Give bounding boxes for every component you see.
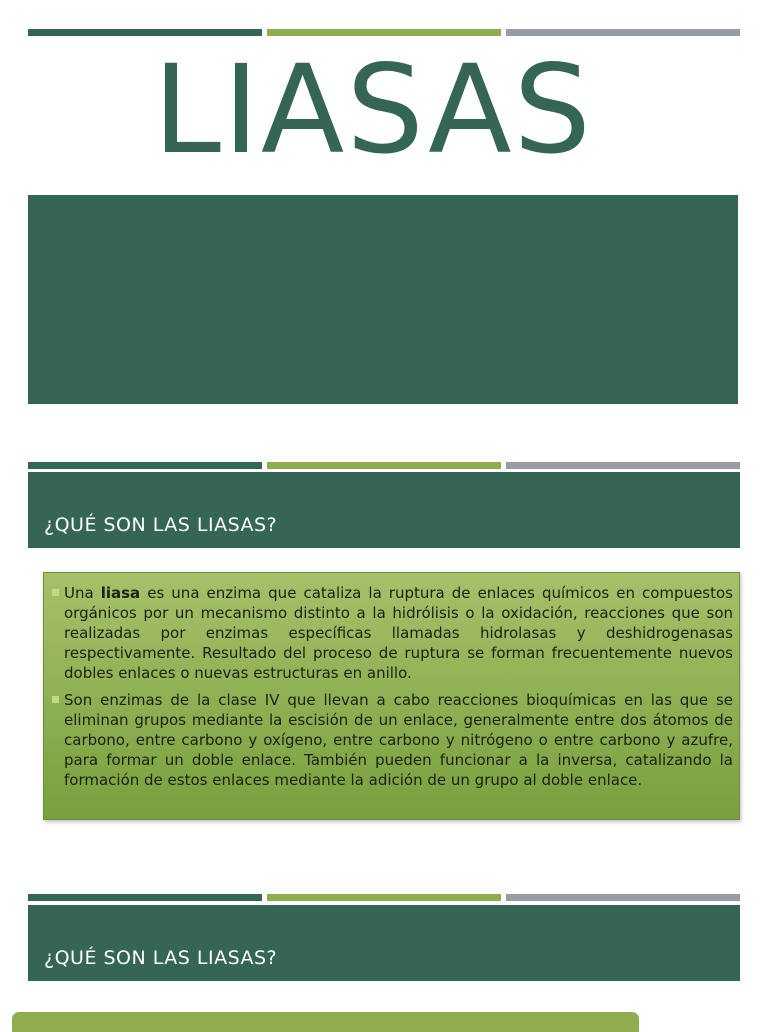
slide3-content-box — [12, 1012, 639, 1032]
accent-bar-light-green — [267, 29, 501, 36]
accent-bar-light-green — [267, 894, 501, 901]
paragraph1-prefix: Una — [64, 584, 101, 602]
paragraph2-text: Son enzimas de la clase IV que llevan a cabo reacciones bioquímicas en las que se eliminan grupos mediante la escisión de un enlace, generalmente entre dos átomos de carbono, entre carbono y oxígeno, entre carbono y nitrógeno o entre carbono y azufre, para formar un doble enlace. También pueden funcionar a la inversa, catalizando la formación de estos enlaces mediante la adición de un grupo al doble enlace. — [64, 691, 733, 789]
slide3-header — [28, 905, 740, 981]
bullet-icon — [52, 589, 59, 596]
paragraph1-text: es una enzima que cataliza la ruptura de enlaces químicos en compuestos orgánicos por un mecanismo distinto a la hidrólisis o la oxidación, reacciones que son realizadas por enzimas específicas llamadas hidrolasas y deshidrogenasas respectivamente. Resultado del proceso de ruptura se forman frecuentemente nuevos dobles enlaces o nuevas estructuras en anillo. — [64, 584, 733, 682]
paragraph-classification — [50, 690, 733, 790]
accent-bar-gray — [506, 462, 740, 469]
accent-bars-slide2 — [28, 462, 740, 470]
slide-title: LIASAS — [152, 39, 593, 181]
definition-textbox — [43, 572, 740, 820]
slide2-header — [28, 472, 740, 548]
accent-bar-dark-green — [28, 894, 262, 901]
bullet-icon — [52, 696, 59, 703]
accent-bar-gray — [506, 894, 740, 901]
paragraph1-bold-term: liasa — [100, 584, 141, 602]
accent-bar-dark-green — [28, 462, 262, 469]
slide2-heading: ¿QUÉ SON LAS LIASAS? — [44, 514, 278, 536]
paragraph-definition — [50, 583, 733, 683]
accent-bar-gray — [506, 29, 740, 36]
accent-bars-slide3 — [28, 894, 740, 902]
title-slide-banner — [28, 195, 738, 404]
accent-bar-light-green — [267, 462, 501, 469]
accent-bars-top — [28, 29, 740, 37]
slide3-heading: ¿QUÉ SON LAS LIASAS? — [44, 947, 278, 969]
accent-bar-dark-green — [28, 29, 262, 36]
